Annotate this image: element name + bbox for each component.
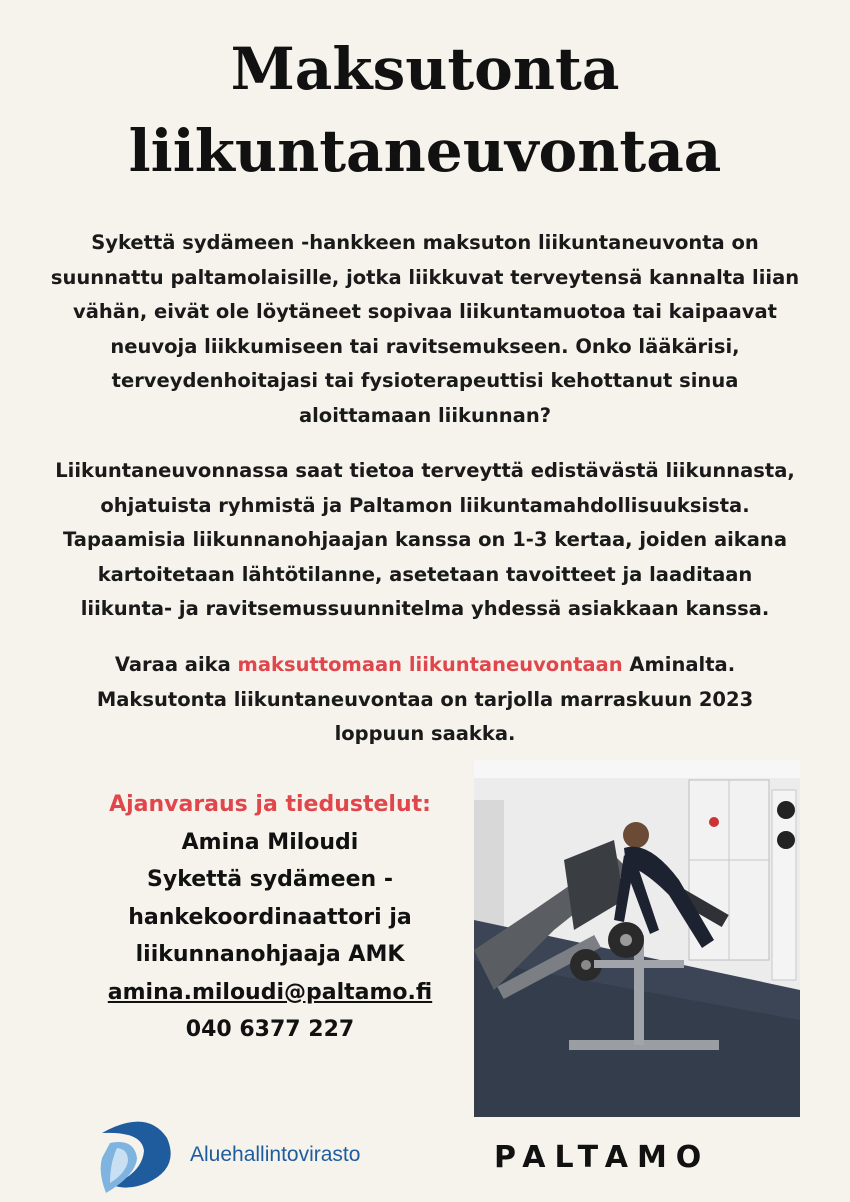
intro-line: Sykettä sydämeen -hankkeen maksuton liikuntaneuvonta on xyxy=(91,231,759,254)
booking-line-1 xyxy=(20,648,830,683)
contact-phone: 040 6377 227 xyxy=(185,1017,355,1042)
booking-highlight: maksuttomaan liikuntaneuvontaan xyxy=(237,653,623,676)
booking-text-after: Aminalta. xyxy=(622,653,736,676)
contact-name: Amina Miloudi xyxy=(181,829,359,855)
booking-line-2: Maksutonta liikuntaneuvontaa on tarjolla marraskuun 2023 xyxy=(96,687,754,711)
contact-email-link[interactable]: amina.miloudi@paltamo.fi xyxy=(107,979,433,1005)
title-line-2: liikuntaneuvontaa xyxy=(128,117,722,185)
title-line-1: Maksutonta xyxy=(230,35,620,103)
contact-role-line: liikunnanohjaaja AMK xyxy=(135,942,405,967)
gym-photo-illustration xyxy=(474,760,800,1117)
booking-text-before: Varaa aika xyxy=(114,653,238,676)
gym-photo xyxy=(474,760,800,1117)
intro-line: vähän, eivät ole löytäneet sopivaa liikuntamuotoa tai kaipaavat xyxy=(73,300,777,323)
intro-line: terveydenhoitajasi tai fysioterapeuttisi kehottanut sinua xyxy=(111,369,739,392)
details-line: kartoitetaan lähtötilanne, asetetaan tavoitteet ja laaditaan xyxy=(97,562,753,586)
contact-block xyxy=(60,786,480,1049)
paltamo-logo: PALTAMO xyxy=(494,1140,711,1175)
avi-logo-text: Aluehallintovirasto xyxy=(190,1143,361,1166)
details-paragraph xyxy=(20,454,830,627)
details-line: Liikuntaneuvonnassa saat tietoa terveyttä edistävästä liikunnasta, xyxy=(55,459,795,482)
intro-line: neuvoja liikkumiseen tai ravitsemukseen. Onko lääkärisi, xyxy=(110,334,740,358)
page-title xyxy=(0,28,850,192)
avi-emblem-icon xyxy=(92,1113,182,1199)
details-line: liikunta- ja ravitsemussuunnitelma yhdessä asiakkaan kanssa. xyxy=(80,597,770,620)
intro-paragraph xyxy=(20,226,830,433)
booking-line-3: loppuun saakka. xyxy=(334,722,516,745)
contact-role-line: Sykettä sydämeen - xyxy=(147,867,393,892)
details-line: ohjatuista ryhmistä ja Paltamon liikuntamahdollisuuksista. xyxy=(100,493,750,517)
booking-paragraph xyxy=(20,648,830,752)
intro-line: suunnattu paltamolaisille, jotka liikkuvat terveytensä kannalta liian xyxy=(50,265,800,289)
contact-role-line: hankekoordinaattori ja xyxy=(128,904,412,930)
intro-line: aloittamaan liikunnan? xyxy=(298,403,552,427)
avi-logo xyxy=(92,1113,422,1199)
contact-heading: Ajanvaraus ja tiedustelut: xyxy=(109,792,431,817)
details-line: Tapaamisia liikunnanohjaajan kanssa on 1-3 kertaa, joiden aikana xyxy=(63,528,787,551)
